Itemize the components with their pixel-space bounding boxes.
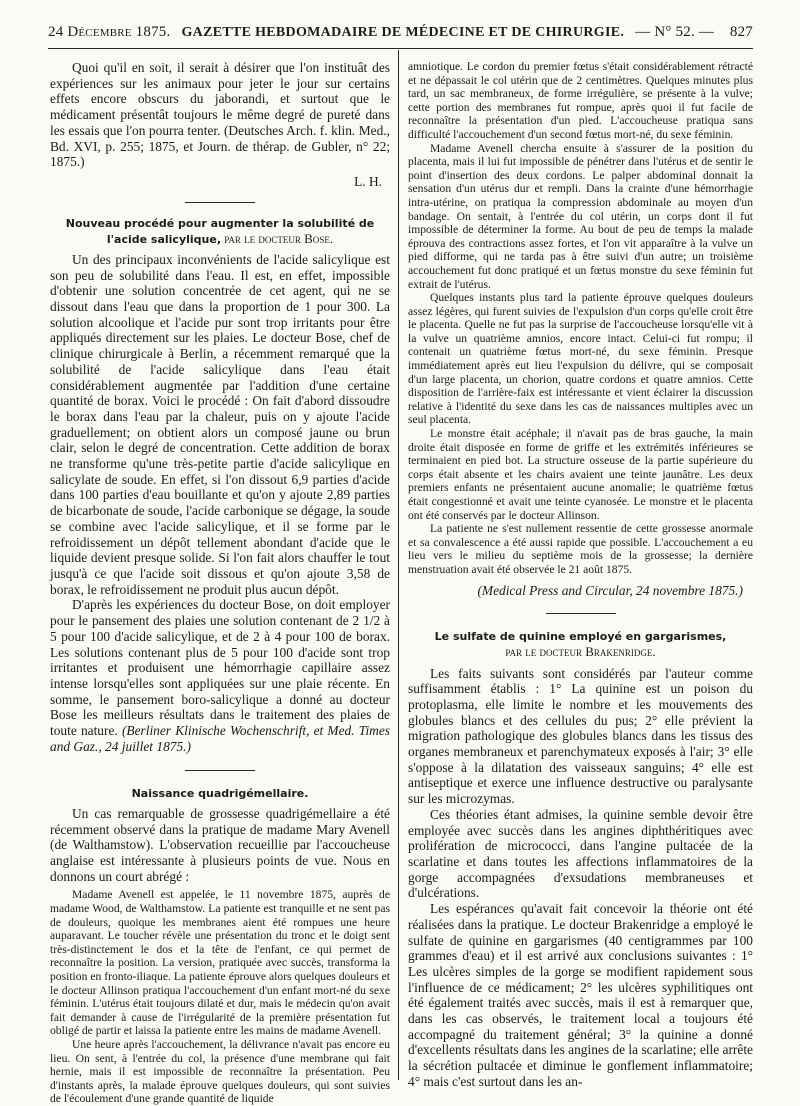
issue-number	[635, 24, 753, 41]
issue-number-label: — N° 52. —	[635, 24, 715, 40]
journal-title: GAZETTE HEBDOMADAIRE DE MÉDECINE ET DE CHIRURGIE.	[181, 25, 625, 40]
article-separator	[546, 613, 616, 614]
quadruplets-observation-6: Le monstre était acéphale; il n'avait pas de bras gauche, la main droite était disposée en forme de griffe et les extrémités inférieures se terminaient en pied bot. La structure osseuse de la partie supérieure du corps était absente et les chairs avaient une teinte jaunâtre. Les deux premiers enfants ne présentaient aucune anomalie; le quatrième fœtus était congestionné et avait une teinte cyanosée. Le monstre et le placenta ont été conservés par le docteur Allinson.	[408, 427, 753, 522]
article-title-quinine-main: Le sulfate de quinine employé en gargarismes,	[434, 629, 727, 643]
quadruplets-observation-4: Madame Avenell chercha ensuite à s'assurer de la position du placenta, mais il lui fut impossible de pénétrer dans l'utérus et de sentir le point d'insertion des deux cordons. Le palper abdominal donnait la sensation d'un utérus dur et rempli. Dans la crainte d'une hémorrhagie intra-utérine, on pratiqua la compression abdominale au moyen d'un bandage. On sentait, à l'entrée du col utérin, un corps dont il fut impossible de déterminer la forme. Au bout de peu de temps la malade éprouva des contractions assez fortes, et l'on vit apparaître à la vulve un pied difforme, qui ne tarda pas à être suivi d'un autre; un troisième accouchement fut donc pratiqué et un fœtus monstre du sexe féminin fut extrait de l'utérus.	[408, 141, 753, 291]
quinine-paragraph-1: Les faits suivants sont considérés par l'auteur comme suffisamment établis : 1° La quinine est un poison du protoplasma, elle limite le nombre et les mouvements des globules blancs et des cellules du pus; 2° elle prévient la migration pathologique des globules blancs dans les tissus des organes membraneux et parenchymateux exposés à l'air; 3° elle s'oppose à la dilatation des vaisseaux sanguins; 4° elle est antiseptique et exerce une influence destructive ou paralysante sur les microzymas.	[408, 665, 753, 807]
quadruplets-intro: Un cas remarquable de grossesse quadrigémellaire a été récemment observé dans la pratique de madame Mary Avenell (de Walthamstow). L'observation recueillie par l'accoucheuse anglaise est intéressante à plusieurs points de vue. Nous en donnons un court abrégé :	[50, 805, 390, 884]
salicylic-paragraph-1: Un des principaux inconvénients de l'acide salicylique est son peu de solubilité dans l'eau. Il est, en effet, impossible d'obtenir une solution concentrée de cet agent, qui ne se dissout dans l'eau que dans la proportion de 1 pour 300. La solution alcoolique et l'acide pur sont trop irritants pour être appliqués directement sur les plaies. Le docteur Bose, chef de clinique chirurgicale à Berlin, a récemment remarqué que la solubilité de l'acide salicylique dans l'eau était considérablement augmentée par l'addition d'une certaine quantité de borax. Voici le procédé : On fait d'abord dissoudre le borax dans l'eau par la chaleur, puis on y ajoute l'acide graduellement; on obtient alors un composé jaune ou brun clair, selon le degré de concentration. Cette addition de borax ne transforme qu'une très-petite partie d'acide salicylique en salicylate de soude. En effet, si l'on dissout 6,9 parties d'acide dans 100 parties d'eau bouillante et qu'on y ajoute 2,89 parties de bicarbonate de soude, l'acide carbonique se dégage, la soude se combine avec l'acide salicylique, et il se forme par le refroidissement un dépôt tellement abondant d'acide que le liquide devient presque solide. Si l'on fait alors chauffer le tout jusqu'à ce que l'acide soit dissous et qu'on ajoute 3,58 de borax, le refroidissement ne produit plus aucun dépôt.	[50, 251, 390, 597]
quadruplets-observation-3: amniotique. Le cordon du premier fœtus s'était considérablement rétracté et ne dépassait le col utérin que de 2 centimètres. Quelques minutes plus tard, un sac membraneux, de forme irrégulière, se présente à la vulve; cette portion des membranes fut rompue, après quoi il fut facile de reconnaître la présentation d'un pied. L'accoucheuse pratiqua sans difficulté l'accouchement d'un second fœtus mort-né, du sexe féminin.	[408, 60, 753, 141]
header-rule	[48, 48, 753, 49]
article-title-salicylic	[50, 215, 390, 248]
quinine-paragraph-2: Ces théories étant admises, la quinine semble devoir être employée avec succès dans les angines diphthéritiques avec prolifération de micrococci, dans l'angine pultacée de la scarlatine et dans toutes les affections inflammatoires de la gorge accompagnées d'exsudations membraneuses et d'ulcérations.	[408, 806, 753, 901]
issue-date: 24 Décembre 1875.	[48, 24, 171, 40]
salicylic-citation: (Berliner Klinische Wochenschrift, et Med. Times and Gaz., 24 juillet 1875.)	[50, 723, 390, 754]
column-divider	[398, 50, 399, 1080]
article-title-quinine	[408, 628, 753, 660]
page-header	[48, 24, 753, 46]
quadruplets-observation-5: Quelques instants plus tard la patiente éprouve quelques douleurs assez légères, qui furent suivies de l'expulsion d'un corps qu'elle croit être le placenta. Quelle ne fut pas la surprise de l'accoucheuse lorsqu'elle vit à la vulve un quatrième amnios, encore intact. Celui-ci fut rompu; il contenait un quatrième fœtus mort-né, du sexe féminin. Presque immédiatement après eut lieu l'expulsion du délivre, qui se composait d'un large placenta, un chorion, quatre cordons et quatre amnios. Cette disposition de l'arrière-faix est intéressante et vient éclairer la discussion relative à l'identité du sexe dans les cas de naissances multiples avec un seul placenta.	[408, 291, 753, 427]
article-title-quinine-author: par le docteur Brakenridge.	[505, 644, 656, 660]
article-title-quadruplets-text: Naissance quadrigémellaire.	[131, 787, 309, 801]
article-title-salicylic-author: par le docteur Bose.	[224, 231, 334, 247]
quadruplets-citation: (Medical Press and Circular, 24 novembre 1875.)	[477, 582, 743, 598]
author-initials: L. H.	[354, 173, 382, 189]
right-column	[408, 60, 753, 1089]
page-number: 827	[729, 24, 753, 40]
article-title-salicylic-main: Nouveau procédé pour augmenter la solubilité de l'acide salicylique,	[65, 216, 375, 247]
article-title-quadruplets	[50, 785, 390, 802]
article-separator	[185, 770, 255, 771]
quadruplets-observation-2: Une heure après l'accouchement, la délivrance n'avait pas encore eu lieu. On sent, à l'entrée du col, la présence d'une membrane qui fait hernie, mais il est impossible de reconnaître la présentation. Peu d'instants après, la malade éprouve quelques douleurs, qui sont suivies de l'écoulement d'une grande quantité de liquide	[50, 1037, 390, 1106]
salicylic-paragraph-2-text: D'après les expériences du docteur Bose, on doit employer pour le pansement des plaies une solution contenant de 2 1/2 à 5 pour 100 d'acide salicylique, et de 2 à 4 pour 100 de borax. Les solutions contenant plus de 5 pour 100 d'acide sont trop irritantes et produisent une hémorrhagie capillaire assez intense lorsqu'elles sont appliquées sur une plaie récente. En somme, le pansement boro-salicylique a donné au docteur Bose les meilleurs résultats dans le traitement des plaies de toute nature.	[50, 597, 390, 739]
salicylic-paragraph-2	[50, 597, 390, 754]
left-column	[50, 60, 390, 1106]
jaborandi-conclusion: Quoi qu'il en soit, il serait à désirer que l'on instituât des expériences sur les animaux pour jeter le jour sur certains effets encore obscurs du jaborandi, et surtout que le médicament présentât toujours le même degré de pureté dans les essais que l'on pourra tenter. (Deutsches Arch. f. klin. Med., Bd. XVI, p. 255; 1875, et Journ. de thérap. de Gubler, n° 22; 1875.)	[50, 60, 390, 170]
quadruplets-observation-7: La patiente ne s'est nullement ressentie de cette grossesse anormale et sa convalescence a été aussi rapide que possible. L'accouchement a eu lieu vers le milieu du septième mois de la grossesse; la dernière menstruation avait été observée le 21 août 1875.	[408, 522, 753, 576]
article-separator	[185, 202, 255, 203]
quinine-paragraph-3: Les espérances qu'avait fait concevoir la théorie ont été réalisées dans la pratique. Le docteur Brakenridge a employé le sulfate de quinine en gargarismes (40 centigrammes par 100 grammes d'eau) et il est arrivé aux conclusions suivantes : 1° Les ulcères simples de la gorge se modifient rapidement sous l'influence de ce médicament; 2° les ulcères syphilitiques ont été également traités avec succès, mais il est à remarquer que, dans les cas observés, le traitement local a toujours été accompagné du traitement général; 3° la quinine a donné d'excellents résultats dans les angines de la scarlatine; elle arrête la sécrétion pultacée et diminue le gonflement inflammatoire; 4° mais c'est surtout dans les an-	[408, 901, 753, 1089]
quadruplets-observation-1: Madame Avenell est appelée, le 11 novembre 1875, auprès de madame Wood, de Walthamstow. La patiente est tranquille et ne sent pas de douleurs, quoique les membranes aient été rompues une heure auparavant. Le toucher révèle une présentation du tronc et le doigt sent très-distinctement le dos et la tête de l'enfant, ce qui permet de reconnaître la position. La version, pratiquée avec succès, transforma la position en fronto-iliaque. La patiente éprouve alors quelques douleurs et le docteur Allinson pratiqua l'accouchement d'un enfant mort-né du sexe féminin. L'utérus était toujours dilaté et dur, mais le médecin qu'on avait fait demander à cause de l'irrégularité de la première présentation fut obligé de partir et laissa la patiente entre les mains de madame Avenell.	[50, 888, 390, 1038]
